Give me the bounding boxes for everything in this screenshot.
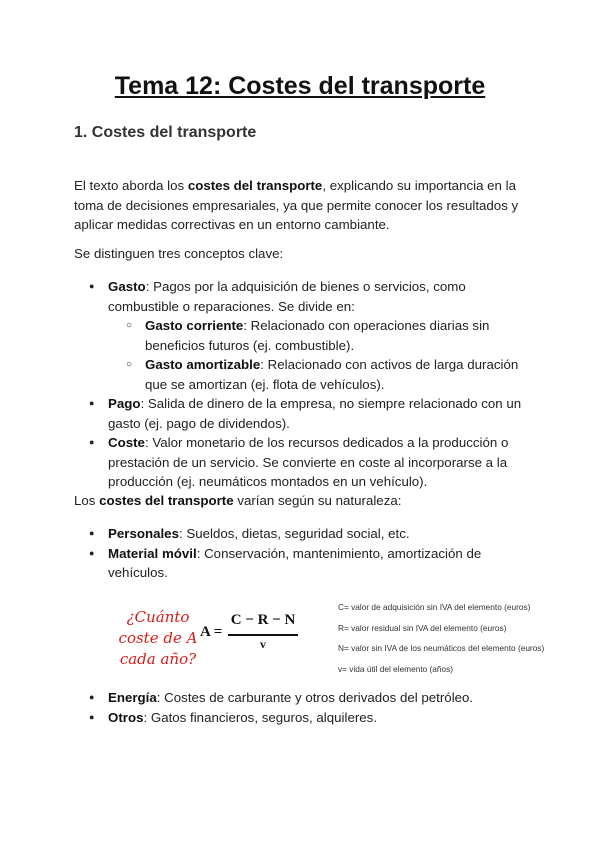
concepts-intro: Se distinguen tres conceptos clave: [74,246,284,261]
fraction-bar [228,634,298,636]
cost-question [110,607,206,670]
list-item-material-movil: ● Material móvil: Conservación, mantenimiento, amortización de vehículos. [74,544,534,583]
intro-paragraph: El texto aborda los costes del transporte, explicando su importancia en la toma de decisiones empresariales, ya que permite conocer los resultados y aplicar medidas correctivas en un entorno cambiante. [74,178,519,232]
question-line-1: ¿Cuánto [126,608,190,626]
question-line-3: cada año? [119,650,197,668]
types-intro: Los costes del transporte varían según su naturaleza: [74,493,402,508]
legend-item-v: v= vida útil del elemento (años) [338,663,454,674]
legend-item-n: N= valor sin IVA de los neumáticos del elemento (euros) [338,643,545,653]
question-line-2: coste de A [118,629,198,647]
formula-denominator: v [260,637,266,651]
list-item-gasto-amortizable: ○ Gasto amortizable: Relacionado con activos de larga duración que se amortizan (ej. flota de vehículos). [108,355,534,394]
list-item-gasto-corriente: ○ Gasto corriente: Relacionado con operaciones diarias sin beneficios futuros (ej. combustible). [108,316,534,355]
list-item-gasto: ● Gasto: Pagos por la adquisición de bienes o servicios, como combustible o reparaciones. Se divide en: ○ Gasto corriente: Relacionado con operaciones diarias sin beneficios futuros (ej. combustible). ○ Gasto amortizable: Relacionado con activos de larga duración que se amortizan (ej. flota de vehículos). [74,277,534,394]
legend-item-c: C= valor de adquisición sin IVA del elemento (euros) [338,602,531,612]
formula-legend [338,597,544,679]
list-item-personales: ● Personales: Sueldos, dietas, seguridad social, etc. [74,524,534,544]
types-list-a [74,524,534,583]
section-heading: 1. Costes del transporte [74,124,257,141]
formula-numerator: C − R − N [230,612,296,628]
gasto-sublist [108,316,534,394]
formula-lhs: A = [200,624,223,640]
list-item-otros: ● Otros: Gatos financieros, seguros, alquileres. [74,708,534,728]
page-title: Tema 12: Costes del transporte [114,72,486,100]
concepts-list [74,277,534,492]
list-item-energia: ● Energía: Costes de carburante y otros derivados del petróleo. [74,688,534,708]
list-item-coste: ● Coste: Valor monetario de los recursos dedicados a la producción o prestación de un servicio. Se convierte en coste al incorporarse a la producción (ej. neumáticos montados en un vehículo). [74,433,534,492]
types-list-b [74,688,534,727]
list-item-pago: ● Pago: Salida de dinero de la empresa, no siempre relacionado con un gasto (ej. pago de dividendos). [74,394,534,433]
amortization-formula [200,612,310,656]
legend-item-r: R= valor residual sin IVA del elemento (euros) [338,622,507,633]
